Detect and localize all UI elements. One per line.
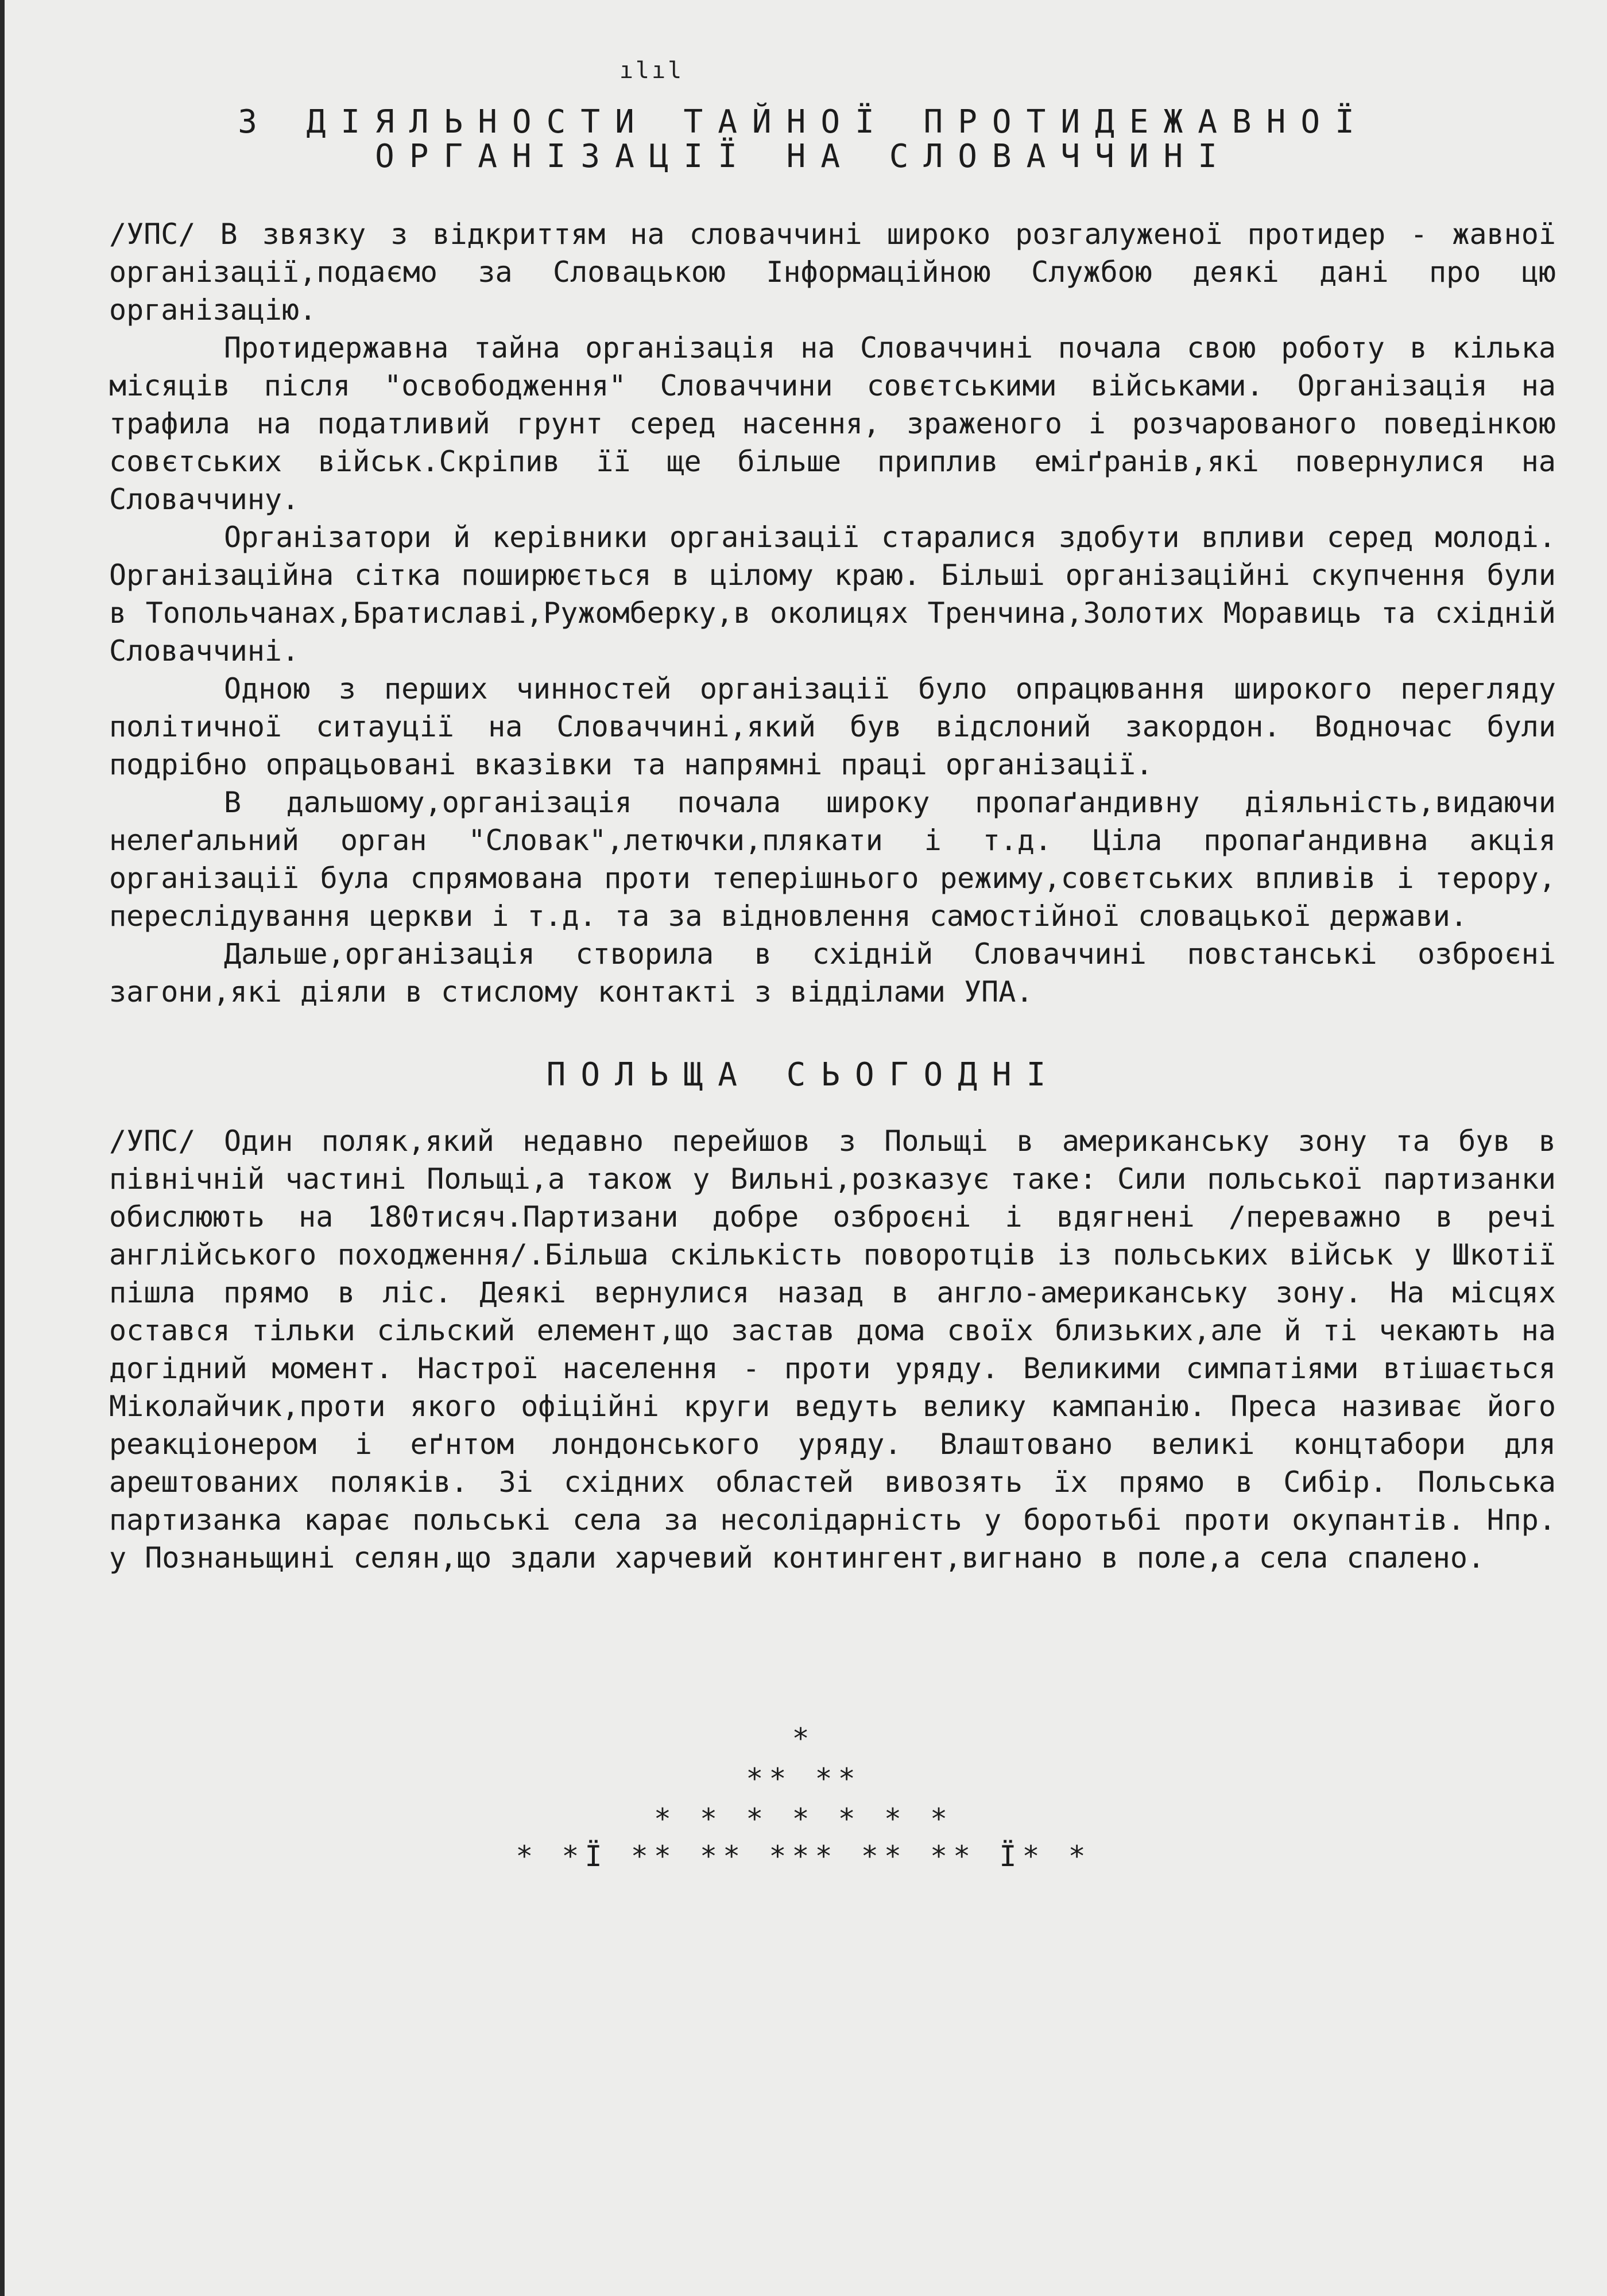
star-ornament-row-2: ** **: [746, 1762, 861, 1795]
section-poland: [109, 1122, 1556, 1577]
paragraph: Одною з перших чинностей організації було опрацювання широкого перегляду політичної ситауції на Словаччині,який був відслоний закордон. Водночас були подрібно опрацьовані вказівки та напрямні праці організації.: [109, 672, 1556, 781]
paragraph: Організатори й керівники організації старалися здобути впливи серед молоді. Організаційна сітка поширюється в цілому краю. Більші організаційні скупчення були в Топольчанах,Братиславі,Ружомберку,в околицях Тренчина,Золотих Моравиць та східній Словаччині.: [109, 521, 1556, 668]
paragraph: Протидержавна тайна організація на Словаччині почала свою роботу в кілька місяців після "освободження" Словаччини совєтськими військами. Організація на трафила на податливий грунт серед насення, зраженого і розчарованого поведінкою совєтських військ.Скріпив її ще більше приплив еміґранів,які повернулися на Словаччину.: [109, 331, 1556, 516]
paragraph: /УПС/ В звязку з відкриттям на словаччині широко розгалуженої протидер - жавної організації,подаємо за Словацькою Інформаційною Службою деякі дані про цю організацію.: [109, 218, 1556, 327]
title-line-2: ОРГАНІЗАЦІЇ НА СЛОВАЧЧИНІ: [375, 138, 1232, 175]
top-mark: ılıl: [619, 57, 684, 84]
paragraph: Дальше,організація створила в східній Словаччині повстанські озброєні загони,які діяли в стислому контакті з відділами УПА.: [109, 937, 1556, 1009]
section-title-poland: ПОЛЬЩА СЬОГОДНІ: [546, 1056, 1061, 1093]
star-ornament-row-4: * *Ї ** ** *** ** ** Ї* *: [516, 1840, 1091, 1873]
paragraph: В дальшому,організація почала широку пропаґандивну діяльність,видаючи нелеґальний орган "Словак",летючки,плякати і т.д. Ціла пропаґандивна акція організації була спрямована проти теперішнього режиму,совєтських впливів і терору, переслідування церкви і т.д. та за відновлення самостійної словацької держави.: [109, 786, 1556, 933]
title-line-1: З ДІЯЛЬНОСТИ ТАЙНОЇ ПРОТИДЕЖАВНОЇ: [238, 103, 1369, 141]
page-left-edge: [0, 0, 5, 2296]
star-ornament-row-3: * * * * * * *: [653, 1802, 954, 1836]
section-slovakia: [109, 215, 1556, 1011]
paragraph: /УПС/ Один поляк,який недавно перейшов з Польщі в американську зону та був в північній частині Польщі,а також у Вильні,розказує таке: Сили польської партизанки обислюють на 180тисяч.Партизани добре озброєні і вдягнені /переважно в речі англійського походження/.Більша скількість поворотців із польських військ у Шкотії пішла прямо в ліс. Деякі вернулися назад в англо-американську зону. На місцях остався тільки сільский елемент,що застав дома своїх близьких,але й ті чекають на догідний момент. Настрої населення - проти уряду. Великими симпатіями втішається Міколайчик,проти якого офіційні круги ведуть велику кампанію. Преса називає його реакціонером і еґнтом лондонського уряду. Влаштовано великі концтабори для арештованих поляків. Зі східних областей вивозять їх прямо в Сибір. Польська партизанка карає польські села за несолідарність у боротьбі проти окупантів. Нпр. у Познаньщині селян,що здали харчевий контингент,вигнано в поле,а села спалено.: [109, 1124, 1556, 1574]
star-ornament-row-1: *: [792, 1722, 815, 1755]
